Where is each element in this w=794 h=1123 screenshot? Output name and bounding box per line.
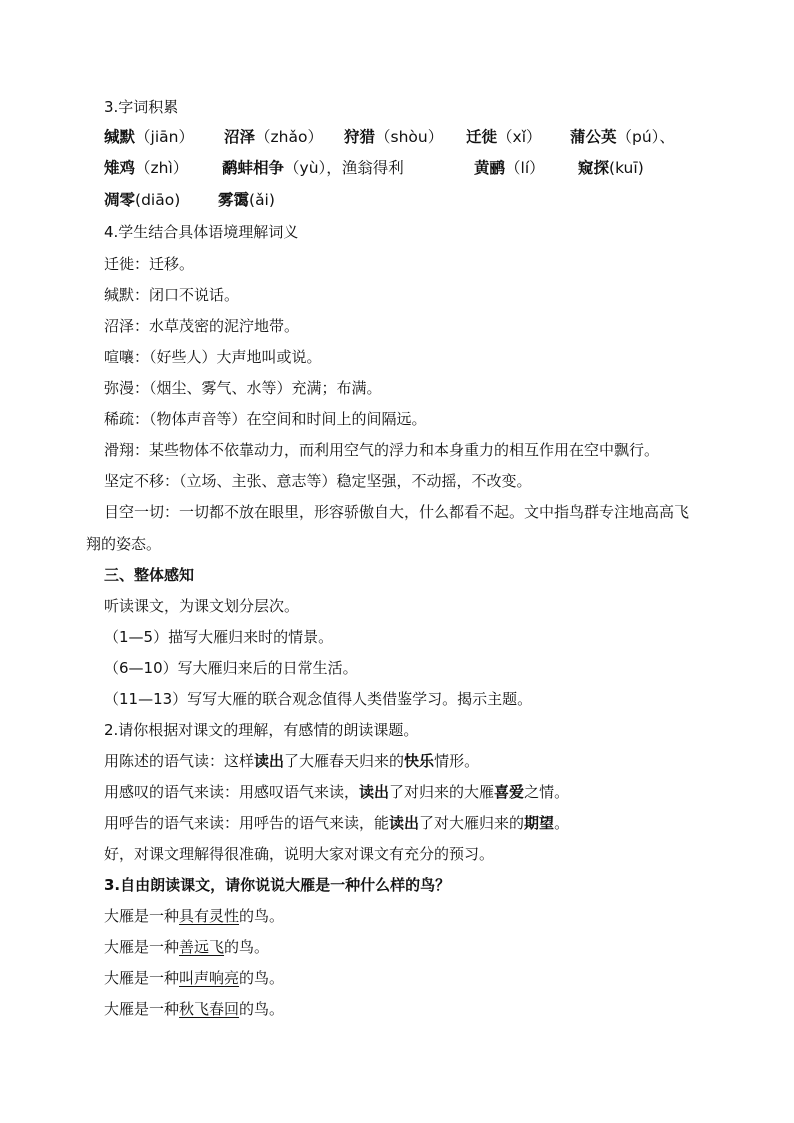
layer-line: （6—10）写大雁归来后的日常生活。: [104, 659, 358, 677]
vocab-item: 蒲公英（pú）、: [570, 128, 675, 146]
vocab-item: 缄默（jiān）: [104, 128, 194, 146]
definition-line: 弥漫：（烟尘、雾气、水等）充满；布满。: [104, 379, 382, 397]
vocab-item: 黄鹂（lí）: [474, 159, 545, 177]
definition-line: 坚定不移：（立场、主张、意志等）稳定坚强，不动摇，不改变。: [104, 472, 532, 490]
part-3-heading: 三、整体感知: [104, 566, 195, 584]
layer-line: （1—5）描写大雁归来时的情景。: [104, 628, 334, 646]
vocab-item: 狩猎（shòu）: [344, 128, 444, 146]
definition-line: 目空一切：一切都不放在眼里，形容骄傲自大，什么都看不起。文中指鸟群专注地高高飞: [104, 503, 690, 521]
definition-line: 稀疏：（物体声音等）在空间和时间上的间隔远。: [104, 410, 427, 428]
layer-line: （11—13）写写大雁的联合观念值得人类借鉴学习。揭示主题。: [104, 690, 533, 708]
definition-line: 喧嚷：（好些人）大声地叫或说。: [104, 348, 322, 366]
vocab-item: 雉鸡（zhì）: [104, 159, 189, 177]
definition-line: 迁徙：迁移。: [104, 255, 195, 273]
vocab-item: 迁徙（xǐ）: [466, 128, 542, 146]
definition-line-continued: 翔的姿态。: [86, 535, 162, 553]
question-3: 3.自由朗读课文，请你说说大雁是一种什么样的鸟？: [104, 876, 451, 894]
definition-line: 缄默：闭口不说话。: [104, 286, 240, 304]
definition-line: 沼泽：水草茂密的泥泞地带。: [104, 317, 300, 335]
vocab-item: 沼泽（zhǎo）: [224, 128, 323, 146]
read-line: 用陈述的语气读：这样读出了大雁春天归来的快乐情形。: [104, 752, 480, 770]
praise-line: 好，对课文理解得很准确，说明大家对课文有充分的预习。: [104, 845, 495, 863]
vocab-item: 鹬蚌相争（yù），渔翁得利: [222, 159, 404, 177]
answer-line: 大雁是一种叫声响亮的鸟。: [104, 969, 285, 987]
answer-line: 大雁是一种善远飞的鸟。: [104, 938, 270, 956]
answer-line: 大雁是一种秋飞春回的鸟。: [104, 1000, 285, 1018]
section-4-heading: 4.学生结合具体语境理解词义: [104, 223, 299, 241]
definition-line: 滑翔：某些物体不依靠动力，而利用空气的浮力和本身重力的相互作用在空中飘行。: [104, 441, 660, 459]
vocab-item: 凋零(diāo): [104, 191, 181, 209]
vocab-item: 雾霭(ǎi): [218, 191, 275, 209]
read-line: 用感叹的语气来读：用感叹语气来读，读出了对归来的大雁喜爱之情。: [104, 783, 570, 801]
question-2: 2.请你根据对课文的理解，有感情的朗读课题。: [104, 721, 419, 739]
listen-instruction: 听读课文，为课文划分层次。: [104, 597, 300, 615]
read-line: 用呼告的语气来读：用呼告的语气来读，能读出了对大雁归来的期望。: [104, 814, 570, 832]
section-3-heading: 3.字词积累: [104, 98, 179, 116]
vocab-item: 窥探(kuī): [578, 159, 644, 177]
answer-line: 大雁是一种具有灵性的鸟。: [104, 907, 285, 925]
